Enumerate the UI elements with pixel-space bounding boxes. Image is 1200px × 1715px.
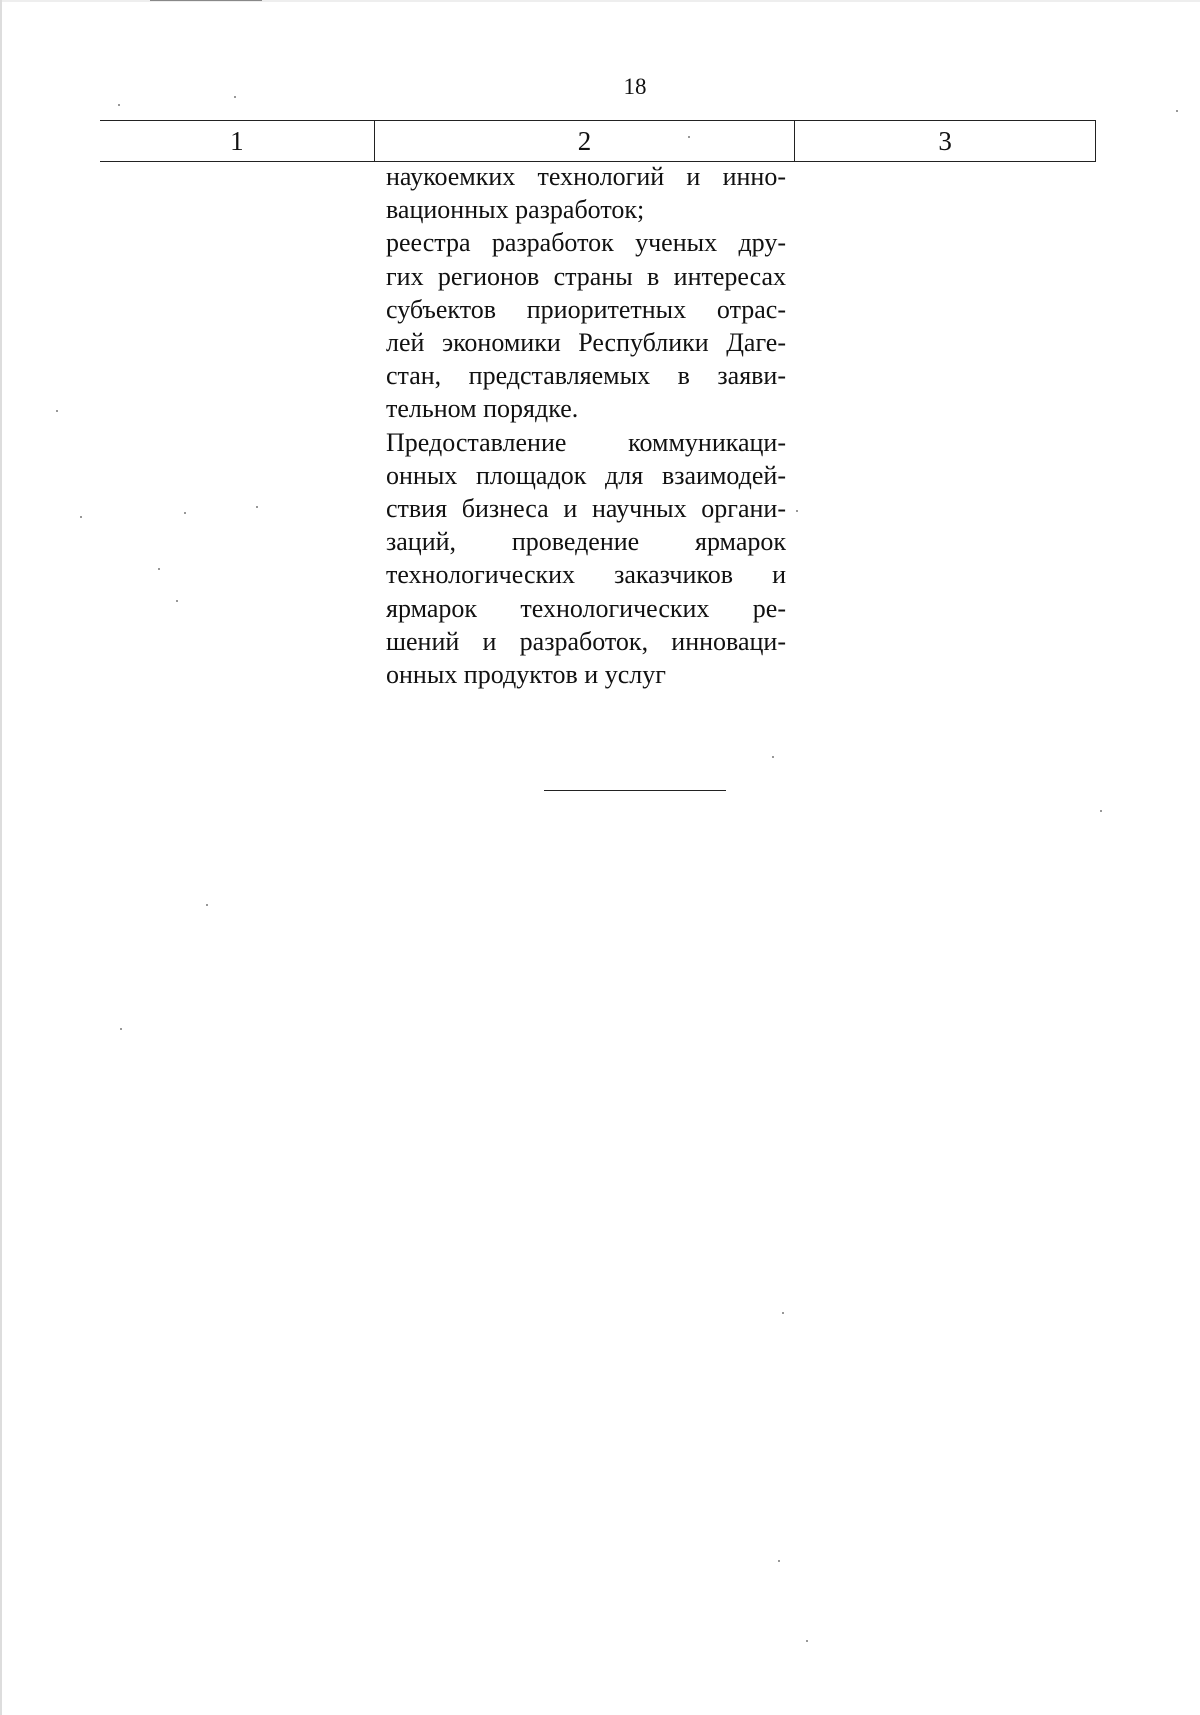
scan-speck [782,1312,784,1314]
column-1-number: 1 [100,121,374,162]
scan-speck [176,600,178,602]
text-line: Предоставление коммуникаци- [386,427,786,457]
scan-speck [256,506,258,508]
text-line: онных продуктов и услуг [386,660,666,690]
scan-speck [184,512,186,514]
text-line: реестра разработок ученых дру- [386,228,786,258]
text-line: тельном порядке. [386,394,579,424]
scan-speck [56,410,58,412]
text-line: шений и разработок, инноваци- [386,626,786,656]
scan-speck [1100,810,1102,812]
scan-speck [772,756,774,758]
text-line: лей экономики Республики Даге- [386,328,786,358]
text-line: онных площадок для взаимодей- [386,460,786,490]
scan-speck [234,96,236,98]
column-number-header-table [100,120,1096,162]
column-3-number: 3 [795,121,1096,162]
text-line: наукоемких технологий и инно- [386,162,786,191]
scan-speck [158,568,160,570]
column-2-number: 2 [374,121,795,162]
text-line: гих регионов страны в интересах [386,261,786,291]
scan-speck [688,136,690,138]
scan-speck [1176,110,1178,112]
text-line: субъектов приоритетных отрас- [386,294,786,324]
end-of-document-rule [544,790,726,791]
text-line: ярмарок технологических ре- [386,593,786,623]
column-2-content [386,160,786,691]
text-line: заций, проведение ярмарок [386,527,786,557]
scan-speck [118,104,120,106]
text-line: вационных разработок; [386,195,645,225]
scan-speck [206,904,208,906]
scan-speck [796,510,798,512]
scan-corner-mark [150,0,262,1]
page-number: 18 [623,74,647,99]
scan-speck [120,1028,122,1030]
text-line: ствия бизнеса и научных органи- [386,494,786,524]
text-line: стан, представляемых в заяви- [386,361,786,391]
scan-left-edge [0,0,2,1715]
scan-speck [806,1640,808,1642]
scan-speck [778,1560,780,1562]
scan-speck [80,516,82,518]
header-row [100,121,1096,162]
text-line: технологических заказчиков и [386,560,786,590]
